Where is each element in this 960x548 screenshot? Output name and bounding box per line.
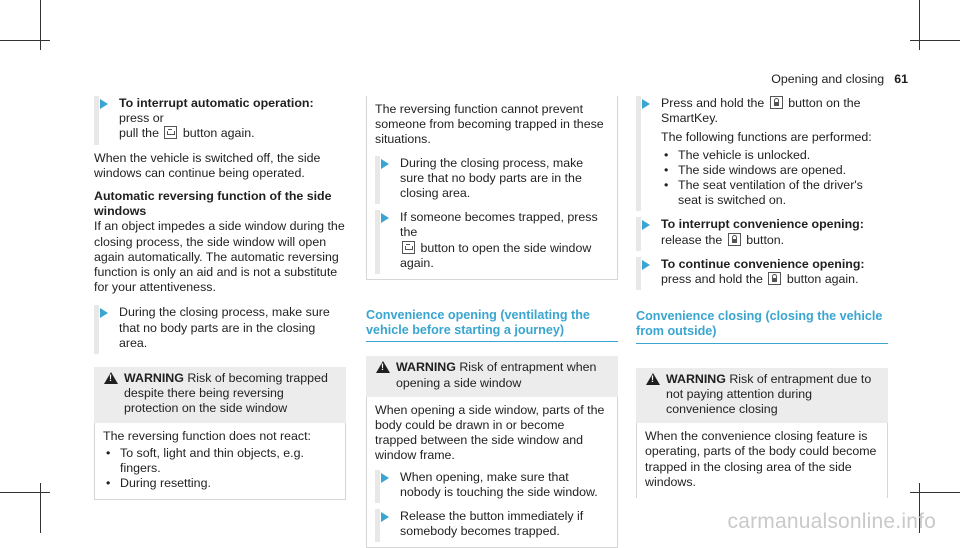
crop-mark [910,40,960,41]
paragraph: If an object impedes a side window during the closing process, the side window will open again automatically. The automatic reversing function is only an aid and is not a substitute for your attentiveness. [94,219,345,295]
instruction-step: Release the button immediately if somebody becomes trapped. [375,509,609,539]
list-item: • The vehicle is unlocked. [661,148,888,163]
warning-triangle-icon [646,373,660,385]
column-1 [94,96,346,500]
step-arrow-icon [642,99,650,109]
bullet-list [661,148,888,209]
step-arrow-icon [100,99,108,109]
window-switch-icon [402,241,415,254]
step-arrow-icon [381,473,389,483]
list-item: • To soft, light and thin objects, e.g. fingers. [103,446,337,476]
crop-mark [0,492,50,493]
list-item: • The side windows are opened. [661,163,888,178]
instruction-step: Press and hold the button on the SmartKey. The following functions are performed: • The vehicle is unlocked. • The side windows are opened. • The seat ventilation of the driver's seat is switched on. [636,96,888,208]
step-arrow-icon [642,260,650,270]
warning-triangle-icon [376,361,390,373]
smartkey-lock-icon [728,233,741,246]
crop-mark [0,40,50,41]
warning-box [636,368,888,498]
warning-body: When the convenience closing feature is operating, parts of the body could become trapped in the closing area of the side windows. [636,423,888,498]
list-item: • During resetting. [103,476,337,491]
instruction-step: To continue convenience opening: press and hold the button again. [636,257,888,287]
warning-header: ! WARNING Risk of entrapment due to not paying attention during convenience closing [636,368,888,424]
warning-header: ! WARNING Risk of becoming trapped despite there being reversing protection on the side window [94,367,346,423]
paragraph: When the vehicle is switched off, the side windows can continue being operated. [94,150,321,180]
subheading: Automatic reversing function of the side windows [94,189,332,219]
instruction-step: When opening, make sure that nobody is touching the side window. [375,470,609,500]
crop-mark [40,0,41,50]
crop-mark [919,0,920,50]
section-heading: Convenience opening (ventilating the vehicle before starting a journey) [366,308,618,342]
smartkey-lock-icon [770,96,783,109]
bullet-list [103,446,337,492]
crop-mark [40,483,41,533]
column-2 [366,96,618,548]
list-item: • The seat ventilation of the driver's seat is switched on. [661,178,888,208]
page-number: 61 [894,72,908,86]
step-arrow-icon [100,308,108,318]
step-arrow-icon [381,213,389,223]
section-title: Opening and closing [771,72,885,86]
section-heading: Convenience closing (closing the vehicle from outside) [636,309,888,343]
warning-body: The reversing function does not react: • To soft, light and thin objects, e.g. fingers. • During resetting. [94,423,346,501]
page-header [771,72,908,87]
warning-triangle-icon [104,372,118,384]
instruction-step: If someone becomes trapped, press the button to open the side window again. [375,210,609,271]
warning-header: ! WARNING Risk of entrapment when opening a side window [366,356,618,396]
warning-body: When opening a side window, parts of the body could be drawn in or become trapped between the side window and window frame. When opening, make sure that nobody is touching the side window. Release the button immediately if somebody becomes trapped. [366,397,618,548]
step-arrow-icon [381,512,389,522]
warning-body-continued: The reversing function cannot prevent someone from becoming trapped in these situations. During the closing process, make sure that no body parts are in the closing area. If someone becomes trapped, press the button to open the side window again. [366,96,618,280]
instruction-step: During the closing process, make sure that no body parts are in the closing area. [94,305,346,351]
warning-box [366,356,618,548]
warning-box [94,367,346,500]
window-switch-icon [164,126,177,139]
smartkey-lock-icon [768,272,781,285]
instruction-step: To interrupt convenience opening: release the button. [636,217,888,247]
instruction-step: During the closing process, make sure that no body parts are in the closing area. [375,156,609,202]
crop-mark [910,492,960,493]
instruction-step: To interrupt automatic operation: press or pull the button again. [94,96,346,142]
step-arrow-icon [642,220,650,230]
step-arrow-icon [381,159,389,169]
watermark: carmanualsonline.info [727,509,936,533]
column-3 [636,96,888,498]
